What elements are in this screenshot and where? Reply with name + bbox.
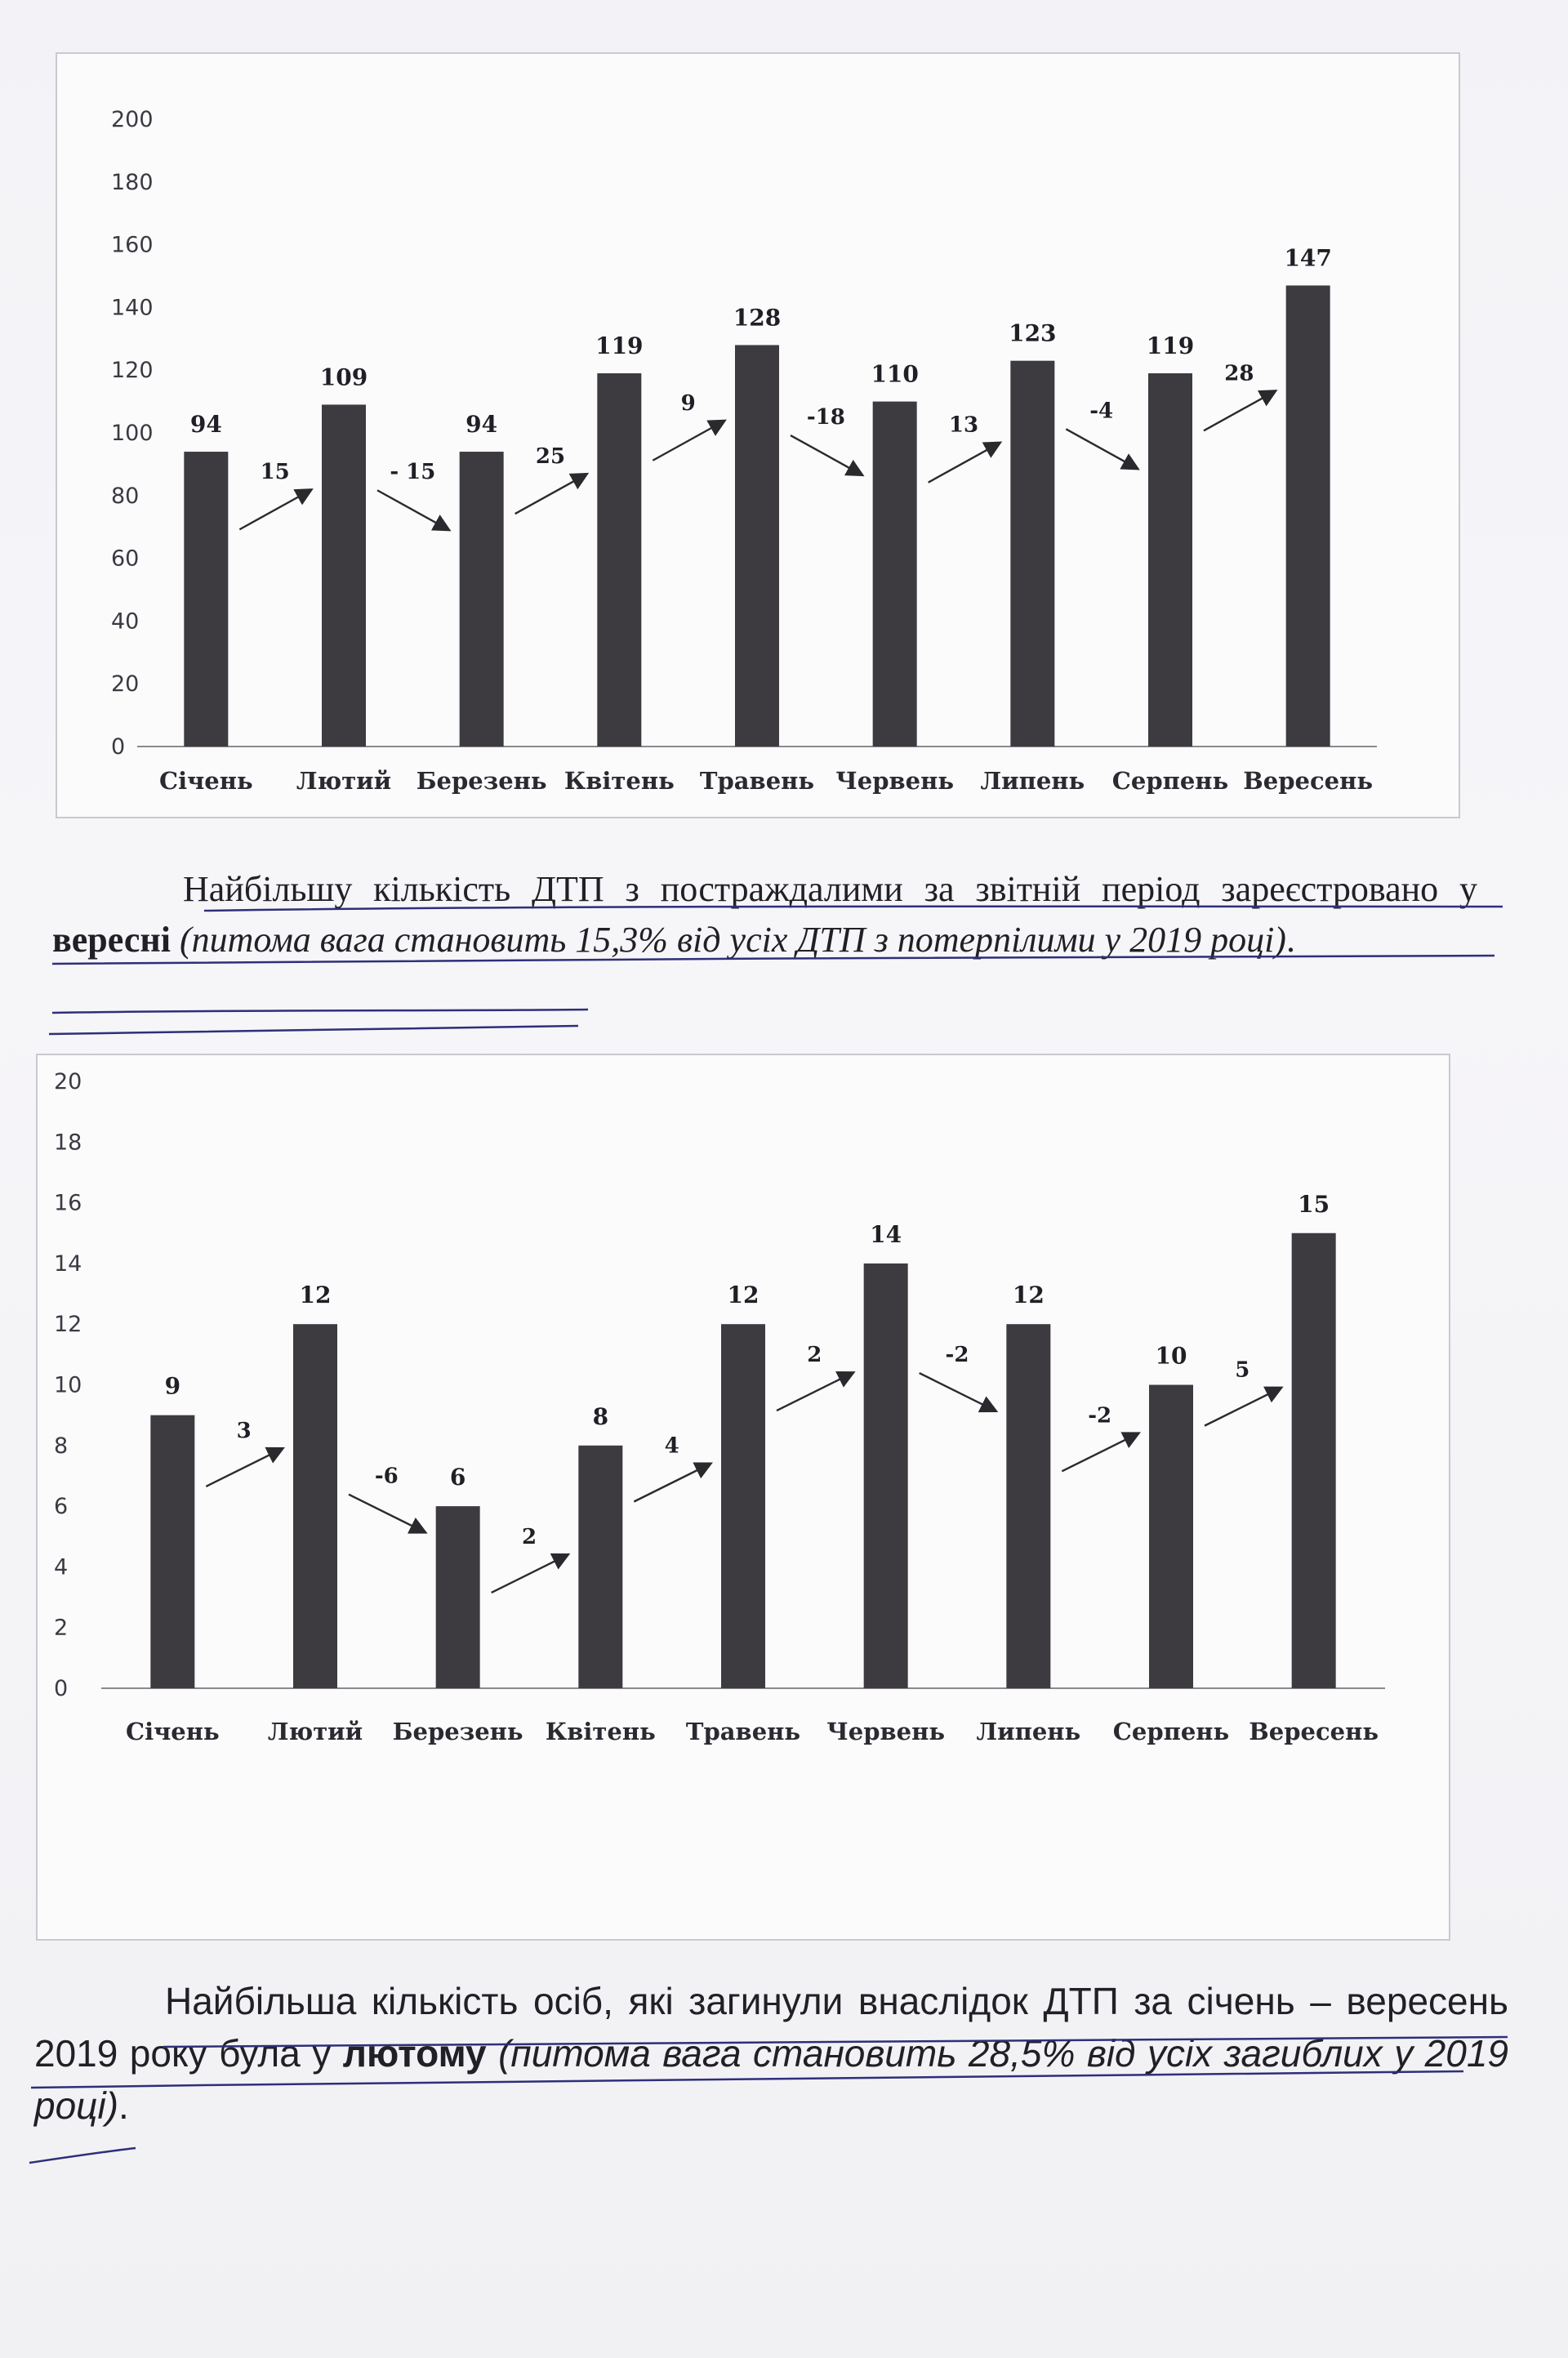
- change-arrow: [653, 421, 724, 461]
- chart-accidents-svg: [57, 54, 1459, 817]
- category-label: Лютий: [296, 767, 392, 795]
- bar: [864, 1264, 908, 1688]
- bar: [735, 345, 779, 747]
- category-label: Серпень: [1111, 767, 1229, 795]
- change-arrow: [349, 1495, 425, 1532]
- category-label: Вересень: [1243, 767, 1374, 795]
- bar-value-label: 8: [592, 1402, 609, 1430]
- y-tick-label: 14: [54, 1250, 82, 1277]
- y-tick-label: 80: [111, 483, 140, 509]
- y-tick-label: 6: [54, 1494, 69, 1520]
- bar: [1006, 1324, 1050, 1688]
- change-arrow: [777, 1373, 853, 1411]
- change-arrow: [377, 490, 448, 529]
- y-tick-label: 60: [111, 546, 140, 572]
- category-label: Березень: [392, 1718, 523, 1745]
- change-label: - 15: [390, 460, 436, 485]
- change-arrow: [920, 1373, 996, 1411]
- category-label: Січень: [125, 1718, 220, 1745]
- change-arrow: [492, 1555, 568, 1593]
- bar-value-label: 9: [164, 1372, 181, 1400]
- para2-lead: Найбільша кількість осіб, які загинули внаслідок ДТП за січень – вересень 2019 року була у: [34, 1980, 1508, 2075]
- bar: [460, 452, 504, 747]
- bar-value-label: 12: [1012, 1282, 1045, 1309]
- y-tick-label: 12: [54, 1312, 82, 1338]
- change-label: 2: [807, 1343, 822, 1368]
- change-label: -6: [374, 1464, 399, 1489]
- y-tick-label: 120: [111, 358, 154, 384]
- change-arrow: [206, 1449, 282, 1487]
- bar: [436, 1506, 480, 1688]
- category-label: Червень: [826, 1718, 946, 1745]
- chart-accidents-by-month: [56, 52, 1460, 818]
- bar-value-label: 110: [871, 360, 919, 388]
- para1-lead: Найбільшу кількість ДТП з постраждалими за звітній період зареєстровано у: [183, 869, 1477, 909]
- bar: [1286, 286, 1330, 747]
- y-tick-label: 200: [111, 107, 154, 132]
- change-label: 2: [521, 1524, 537, 1549]
- bar-value-label: 6: [449, 1464, 466, 1491]
- change-arrow: [1062, 1433, 1138, 1471]
- bar: [293, 1324, 337, 1688]
- category-label: Травень: [685, 1718, 801, 1745]
- change-label: 13: [948, 412, 979, 438]
- y-tick-label: 8: [54, 1433, 69, 1459]
- para2-bold: лютому: [342, 2032, 487, 2075]
- bar-value-label: 94: [466, 411, 498, 439]
- change-label: -2: [1088, 1403, 1112, 1429]
- change-label: 3: [236, 1418, 252, 1443]
- bar-value-label: 119: [1146, 332, 1195, 360]
- y-tick-label: 0: [54, 1676, 69, 1701]
- category-label: Лютий: [267, 1718, 363, 1745]
- change-label: -18: [806, 405, 845, 430]
- bar-value-label: 94: [189, 411, 222, 439]
- bar-value-label: 15: [1298, 1190, 1330, 1218]
- para2-italic: (питома вага становить 28,5% від усіх загиблих у 2019 році): [34, 2032, 1509, 2127]
- bar: [721, 1324, 765, 1688]
- bar-value-label: 128: [733, 304, 782, 332]
- bar: [873, 402, 917, 747]
- category-label: Липень: [980, 767, 1085, 795]
- para1-italic: (питома вага становить 15,3% від усіх ДТП з потерпілими у 2019 році): [179, 920, 1286, 960]
- change-arrow: [1066, 429, 1137, 468]
- bar-value-label: 12: [299, 1282, 332, 1309]
- category-label: Липень: [976, 1718, 1081, 1745]
- bar-value-label: 123: [1009, 319, 1057, 347]
- y-tick-label: 180: [111, 169, 154, 195]
- change-arrow: [239, 490, 310, 529]
- change-label: 5: [1235, 1357, 1250, 1383]
- bar: [1292, 1233, 1336, 1688]
- bar-value-label: 14: [870, 1220, 902, 1248]
- bar: [322, 404, 366, 747]
- y-tick-label: 18: [54, 1130, 82, 1156]
- bar-value-label: 119: [595, 332, 644, 360]
- y-tick-label: 40: [111, 608, 140, 635]
- y-tick-label: 0: [111, 734, 126, 760]
- chart-fatalities-svg: [38, 1055, 1449, 1939]
- category-label: Квітень: [564, 767, 675, 795]
- para1-tail: .: [1285, 920, 1295, 960]
- paragraph-accidents-summary: [52, 864, 1477, 965]
- change-arrow: [515, 475, 586, 514]
- bar-value-label: 10: [1155, 1342, 1187, 1370]
- y-tick-label: 20: [54, 1069, 82, 1094]
- change-label: 25: [535, 444, 566, 470]
- change-arrow: [1204, 391, 1275, 430]
- bar: [150, 1415, 194, 1688]
- chart-fatalities-by-month: [36, 1054, 1450, 1941]
- change-arrow: [634, 1464, 710, 1502]
- bar: [597, 373, 641, 747]
- bar: [1010, 361, 1054, 747]
- category-label: Травень: [699, 767, 815, 795]
- y-tick-label: 140: [111, 295, 154, 321]
- change-arrow: [929, 444, 1000, 483]
- change-label: 15: [260, 460, 290, 485]
- change-label: -4: [1089, 399, 1114, 424]
- category-label: Червень: [835, 767, 955, 795]
- category-label: Серпень: [1112, 1718, 1230, 1745]
- y-tick-label: 16: [54, 1190, 82, 1216]
- bar-value-label: 12: [727, 1282, 760, 1309]
- change-label: 9: [680, 390, 696, 416]
- para2-tail: .: [118, 2084, 129, 2127]
- para1-bold: вересні: [52, 920, 171, 960]
- category-label: Квітень: [545, 1718, 656, 1745]
- bar: [184, 452, 228, 747]
- category-label: Січень: [158, 767, 253, 795]
- change-label: -2: [945, 1343, 969, 1368]
- change-arrow: [1205, 1389, 1281, 1426]
- y-tick-label: 2: [54, 1615, 69, 1641]
- y-tick-label: 160: [111, 232, 154, 258]
- bar: [578, 1446, 622, 1688]
- change-label: 4: [664, 1433, 679, 1459]
- y-tick-label: 20: [111, 671, 140, 698]
- paragraph-fatalities-summary: [34, 1975, 1508, 2132]
- category-label: Вересень: [1249, 1718, 1379, 1745]
- y-tick-label: 4: [54, 1554, 69, 1580]
- y-tick-label: 100: [111, 421, 154, 446]
- bar: [1148, 373, 1192, 747]
- bar-value-label: 147: [1284, 244, 1332, 272]
- category-label: Березень: [416, 767, 547, 795]
- bar: [1149, 1385, 1193, 1689]
- y-tick-label: 10: [54, 1372, 82, 1398]
- bar-value-label: 109: [319, 363, 368, 391]
- change-label: 28: [1224, 361, 1254, 386]
- change-arrow: [791, 435, 862, 475]
